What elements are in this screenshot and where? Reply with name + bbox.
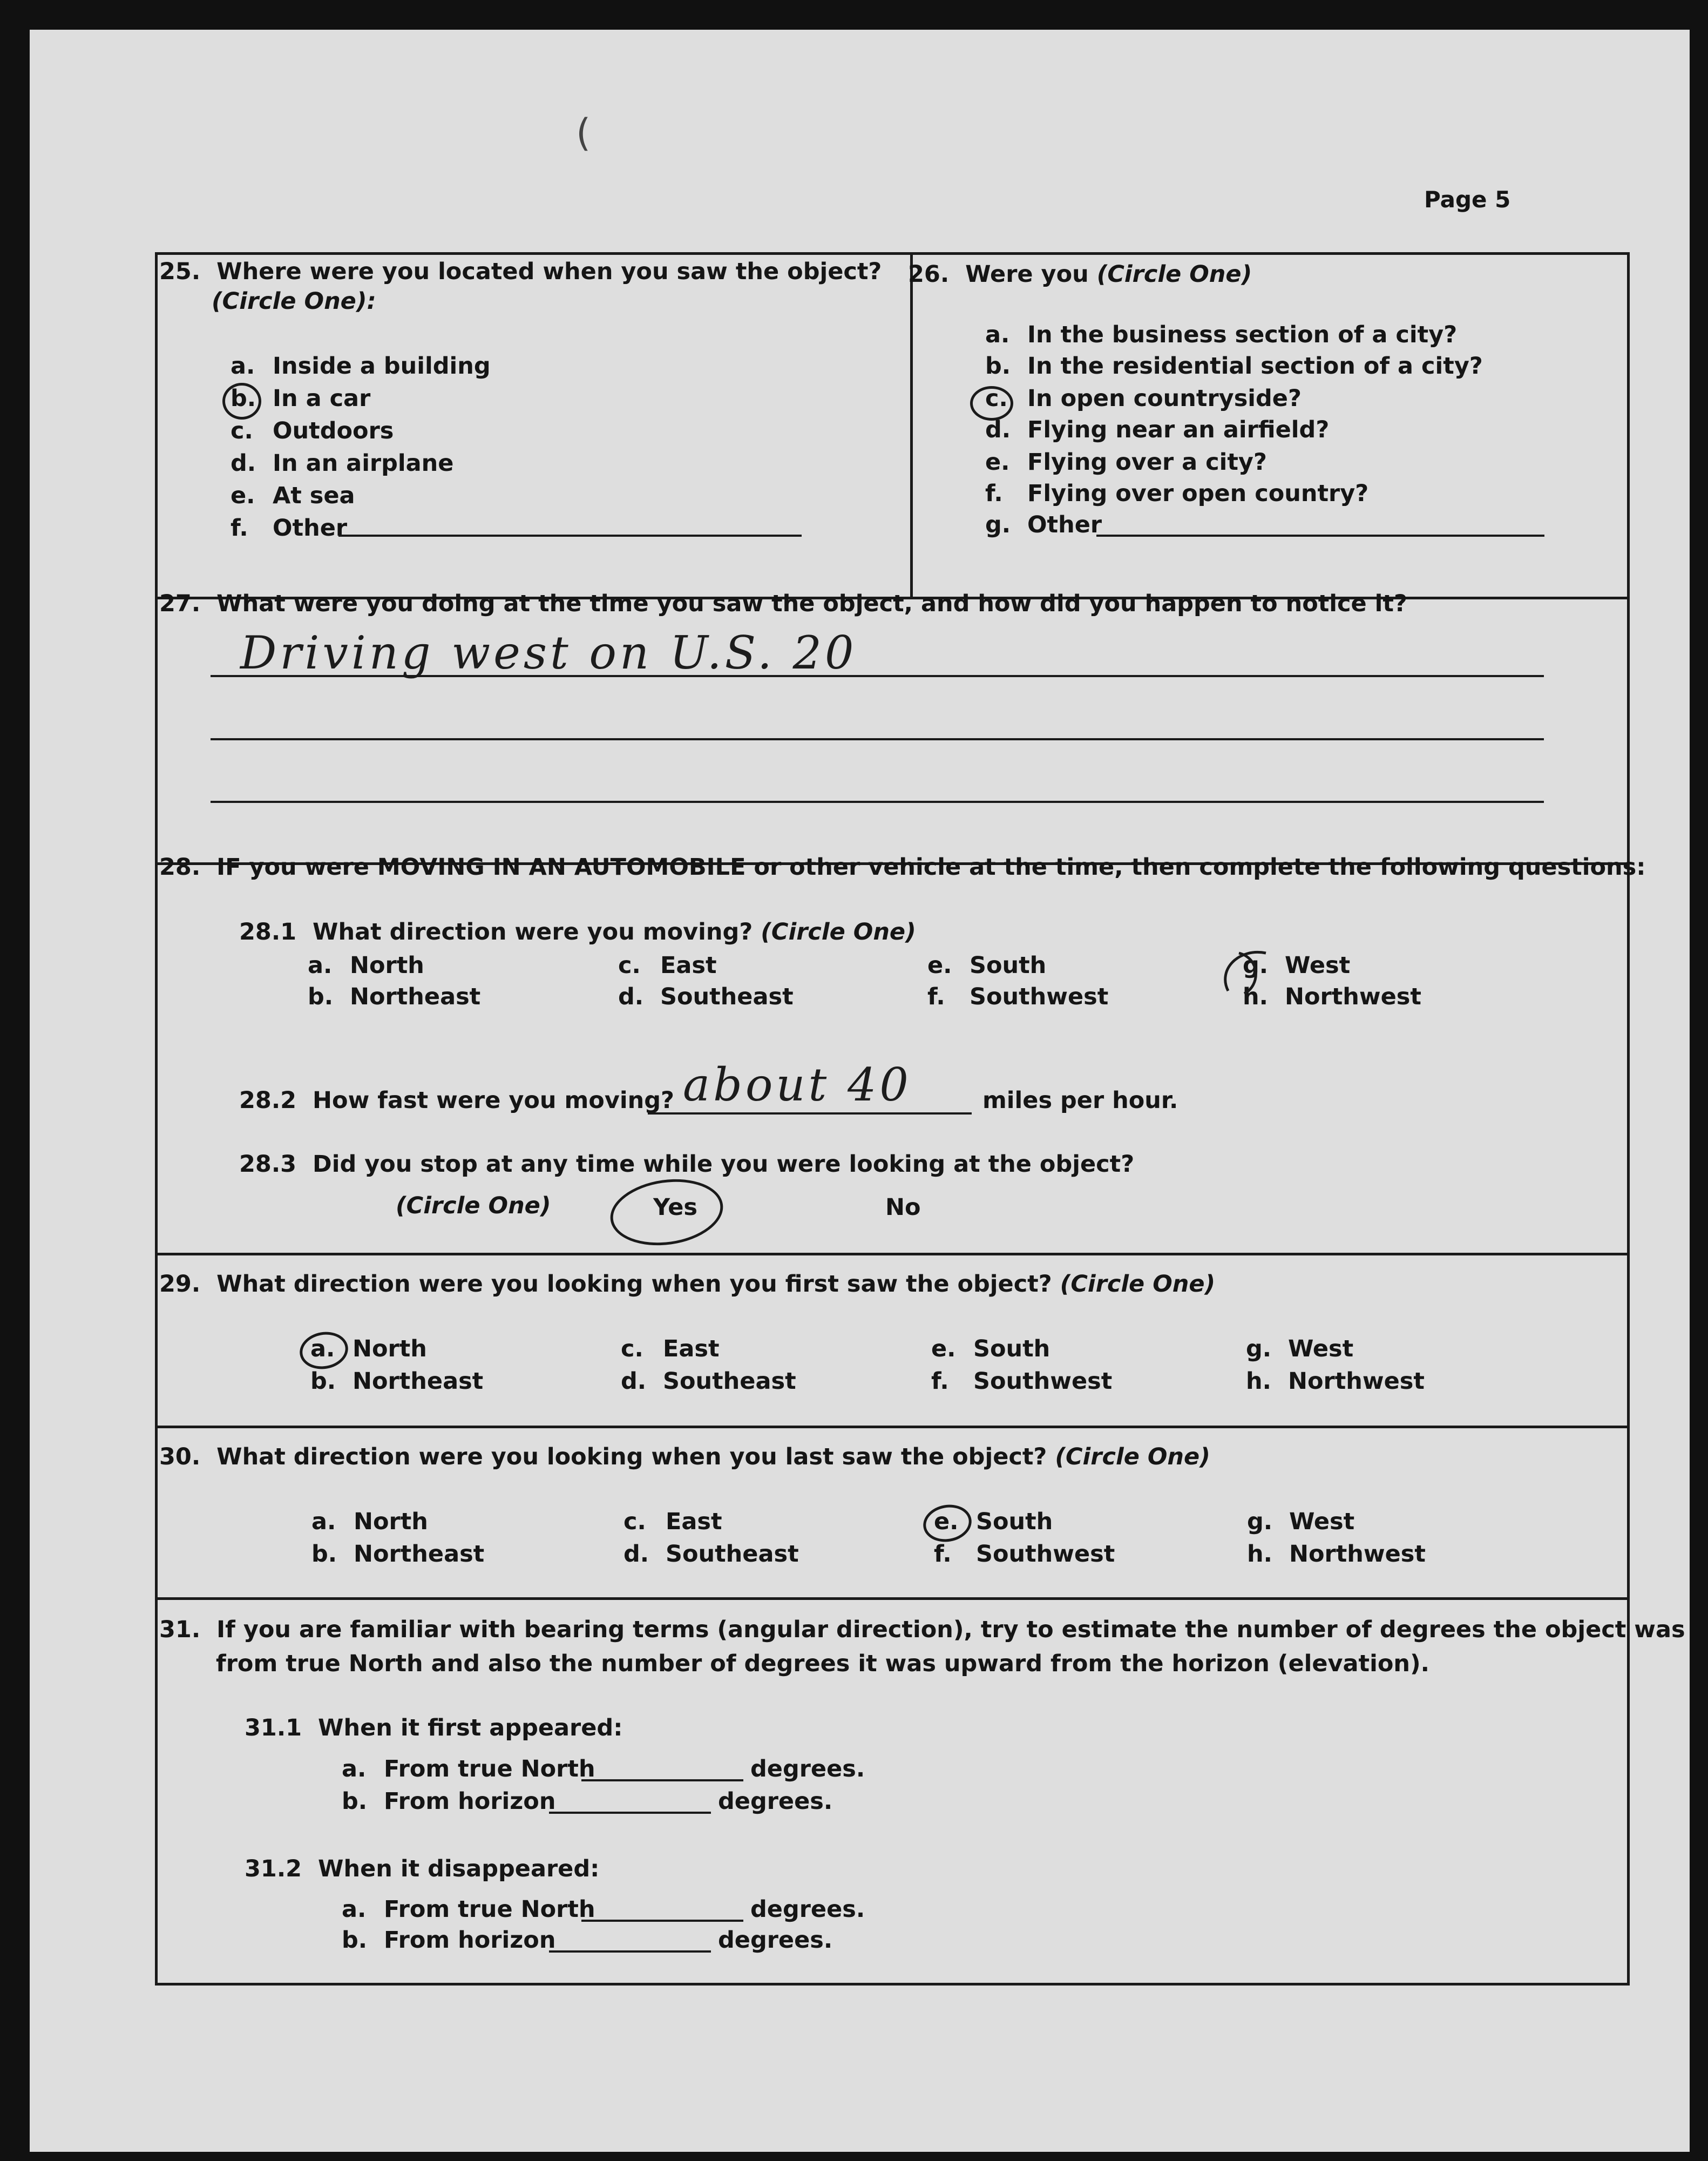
q28-1-question: 28.1 What direction were you moving? (Circle One)	[239, 919, 916, 946]
q25-option-c[interactable]: c. Outdoors	[231, 417, 394, 444]
q28-1-option-c[interactable]: c. East	[618, 952, 717, 979]
q26-number: 26.	[908, 261, 950, 288]
q31-number: 31.	[159, 1616, 201, 1643]
q27-answer-line-2[interactable]	[211, 738, 1544, 740]
q28-1-option-b[interactable]: b. Northeast	[308, 983, 481, 1010]
q29-option-f[interactable]: f. Southwest	[931, 1368, 1113, 1395]
q29-instruction: (Circle One)	[1060, 1271, 1216, 1298]
q28-caps: MOVING IN AN AUTOMOBILE	[377, 854, 746, 881]
q25-option-a[interactable]: a. Inside a building	[231, 353, 491, 380]
q27-question	[159, 591, 1407, 617]
q30-option-b[interactable]: b. Northeast	[311, 1541, 485, 1568]
scan-mark: (	[576, 111, 591, 155]
q25-text: Where were you located when you saw the object?	[216, 258, 882, 285]
q29-option-h[interactable]: h. Northwest	[1246, 1368, 1425, 1395]
divider-29	[158, 1253, 1627, 1255]
q25-selection-circle	[222, 383, 261, 420]
q30-option-c[interactable]: c. East	[623, 1508, 722, 1535]
q30-instruction: (Circle One)	[1055, 1443, 1210, 1470]
q26-option-a[interactable]: a. In the business section of a city?	[985, 321, 1458, 348]
divider-30	[158, 1426, 1627, 1428]
q29-option-c[interactable]: c. East	[621, 1335, 720, 1362]
document-page	[30, 30, 1690, 2152]
q27-text: What were you doing at the time you saw the object, and how did you happen to notice it?	[216, 590, 1407, 617]
q27-answer-line-3[interactable]	[211, 801, 1544, 803]
q29-question	[159, 1272, 1215, 1297]
q30-option-g[interactable]: g. West	[1247, 1508, 1355, 1535]
q30-option-f[interactable]: f. Southwest	[934, 1541, 1115, 1568]
q31-text-line1: If you are familiar with bearing terms (angular direction), try to estimate the number of degrees the object was	[216, 1616, 1685, 1643]
q26-text: Were you	[965, 261, 1089, 288]
q31-2-b-blank[interactable]	[549, 1950, 711, 1953]
q28-3-instruction: (Circle One)	[396, 1192, 551, 1219]
q27-handwritten-answer: Driving west on U.S. 20	[240, 626, 857, 679]
q31-2-b: b. From horizon	[342, 1927, 556, 1954]
q26-selection-circle	[970, 386, 1013, 421]
q30-option-h[interactable]: h. Northwest	[1247, 1541, 1426, 1568]
q28-2-answer-blank[interactable]	[648, 1112, 972, 1115]
q28-1-option-a[interactable]: a. North	[308, 952, 424, 979]
q30-question	[159, 1444, 1210, 1470]
q28-1-option-e[interactable]: e. South	[927, 952, 1047, 979]
q25-other-blank[interactable]	[338, 535, 802, 537]
q28-2-suffix: miles per hour.	[982, 1087, 1178, 1114]
q26-option-c[interactable]: c. In open countryside?	[985, 385, 1302, 412]
q28-1-option-d[interactable]: d. Southeast	[618, 983, 794, 1010]
q31-1-b-blank[interactable]	[549, 1812, 711, 1814]
q26-option-f[interactable]: f. Flying over open country?	[985, 480, 1369, 507]
q26-option-g[interactable]: g. Other	[985, 511, 1102, 538]
q30-number: 30.	[159, 1443, 201, 1470]
divider-25-26	[910, 255, 913, 597]
q31-2-b-unit: degrees.	[718, 1927, 833, 1954]
q26-option-d[interactable]: d. Flying near an airfield?	[985, 416, 1330, 443]
q28-3-question: 28.3 Did you stop at any time while you were looking at the object?	[239, 1151, 1135, 1178]
q25-instruction: (Circle One):	[212, 288, 376, 315]
q31-text-line2: from true North and also the number of degrees it was upward from the horizon (elevation).	[216, 1650, 1429, 1677]
q29-option-d[interactable]: d. Southeast	[621, 1368, 796, 1395]
q31-question	[159, 1617, 1685, 1643]
q25-number: 25.	[159, 258, 201, 285]
q28-1-option-h[interactable]: h. Northwest	[1243, 983, 1421, 1010]
q29-option-a[interactable]: a. North	[310, 1335, 427, 1362]
q27-number: 27.	[159, 590, 201, 617]
q31-2-a: a. From true North	[342, 1896, 595, 1923]
q28-1-option-f[interactable]: f. Southwest	[927, 983, 1109, 1010]
q28-3-option-no[interactable]: No	[885, 1194, 921, 1221]
q28-1-selection-circle	[1207, 942, 1282, 1007]
q26-option-b[interactable]: b. In the residential section of a city?	[985, 353, 1483, 380]
q31-1-a: a. From true North	[342, 1755, 595, 1782]
q29-option-g[interactable]: g. West	[1246, 1335, 1354, 1362]
q30-text: What direction were you looking when you last saw the object?	[216, 1443, 1047, 1470]
q28-number: 28.	[159, 854, 201, 881]
q31-1-a-unit: degrees.	[750, 1755, 865, 1782]
q28-1-option-g[interactable]: g. West	[1243, 952, 1351, 979]
q31-2-question: 31.2 When it disappeared:	[245, 1855, 600, 1882]
page-number: Page 5	[1424, 186, 1511, 213]
q31-1-b-unit: degrees.	[718, 1788, 833, 1815]
q26-question	[908, 262, 1252, 287]
q28-2-question: 28.2 How fast were you moving?	[239, 1087, 674, 1114]
q31-1-a-blank[interactable]	[581, 1779, 743, 1781]
q31-2-a-unit: degrees.	[750, 1896, 865, 1923]
q29-text: What direction were you looking when you first saw the object?	[216, 1271, 1052, 1298]
divider-31	[158, 1597, 1627, 1600]
q29-number: 29.	[159, 1271, 201, 1298]
q28-2-handwritten-answer: about 40	[683, 1058, 912, 1111]
q25-option-e[interactable]: e. At sea	[231, 482, 355, 509]
q31-2-a-blank[interactable]	[581, 1920, 743, 1922]
q29-option-e[interactable]: e. South	[931, 1335, 1050, 1362]
q25-option-d[interactable]: d. In an airplane	[231, 450, 454, 477]
q27-answer-line-1[interactable]	[211, 675, 1544, 677]
q31-1-b: b. From horizon	[342, 1788, 556, 1815]
q31-1-question: 31.1 When it first appeared:	[245, 1714, 623, 1741]
q25-option-b[interactable]: b. In a car	[231, 385, 371, 412]
q26-other-blank[interactable]	[1096, 535, 1544, 537]
q29-option-b[interactable]: b. Northeast	[310, 1368, 484, 1395]
q28-3-option-yes[interactable]: Yes	[653, 1194, 697, 1221]
q25-question	[159, 259, 882, 285]
q28-question: 28. IF you were MOVING IN AN AUTOMOBILE or other vehicle at the time, then complete the following questions:	[159, 854, 1646, 881]
q26-instruction: (Circle One)	[1096, 261, 1252, 288]
q25-option-f[interactable]: f. Other	[231, 515, 348, 542]
q30-option-a[interactable]: a. North	[311, 1508, 428, 1535]
q26-option-e[interactable]: e. Flying over a city?	[985, 449, 1267, 476]
q30-option-e[interactable]: e. South	[934, 1508, 1053, 1535]
q30-option-d[interactable]: d. Southeast	[623, 1541, 799, 1568]
